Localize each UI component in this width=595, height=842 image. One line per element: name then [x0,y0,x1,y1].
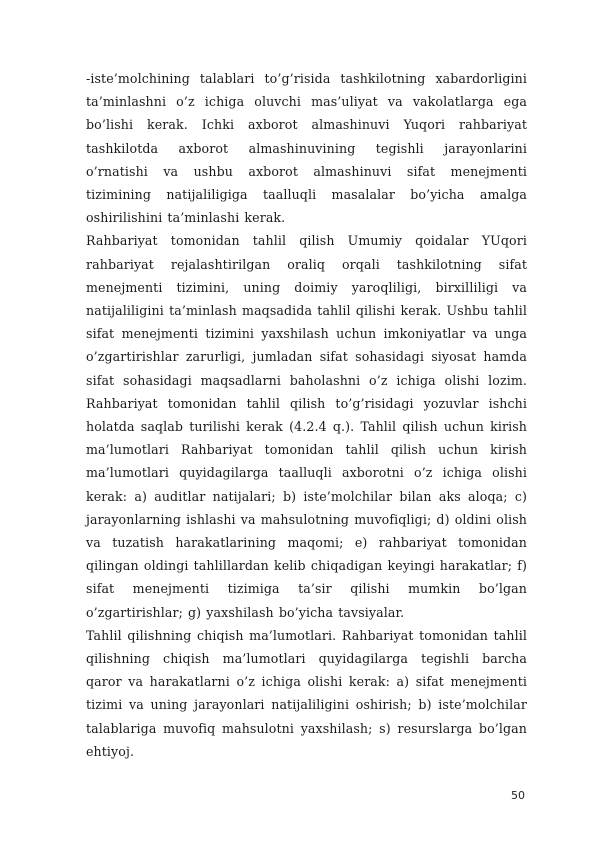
document-page [86,67,527,763]
paragraph-management-review: Rahbariyat tomonidan tahlil qilish Umumiy qoidalar YUqori rahbariyat rejalashtirilgan oraliq orqali tashkilotning sifat menejmenti tizimini, uning doimiy yaroqliligi, birxilliligi va natijaliligini ta’minlash maqsadida tahlil qilishi kerak. Ushbu tahlil sifat menejmenti tizimini yaxshilash uchun imkoniyatlar va unga o’zgartirishlar zarurligi, jumladan sifat sohasidagi siyosat hamda sifat sohasidagi maqsadlarni baholashni o’z ichiga olishi lozim. Rahbariyat tomonidan tahlil qilish to’g’risidagi yozuvlar ishchi holatda saqlab turilishi kerak (4.2.4 q.). Tahlil qilish uchun kirish ma’lumotlari Rahbariyat tomonidan tahlil qilish uchun kirish ma’lumotlari quyidagilarga taalluqli axborotni o’z ichiga olishi kerak: a) auditlar natijalari; b) iste’molchilar bilan aks aloqa; c) jarayonlarning ishlashi va mahsulotning muvofiqligi; d) oldini olish va tuzatish harakatlarining maqomi; e) rahbariyat tomonidan qilingan oldingi tahlillardan kelib chiqadigan keyingi harakatlar; f) sifat menejmenti tizimiga ta’sir qilishi mumkin bo’lgan o’zgartirishlar; g) yaxshilash bo’yicha tavsiyalar. [86,233,527,620]
page-number: 50 [511,789,525,802]
paragraph-communication: -iste’molchining talablari to’g’risida tashkilotning xabardorligini ta’minlashni o’z ichiga oluvchi mas’uliyat va vakolatlarga ega bo’lishi kerak. Ichki axborot almashinuvi Yuqori rahbariyat tashkilotda axborot almashinuvining tegishli jarayonlarini o’rnatishi va ushbu axborot almashinuvi sifat menejmenti tizimining natijaliligiga taalluqli masalalar bo’yicha amalga oshirilishini ta’minlashi kerak. [86,71,527,226]
paragraph-review-outputs: Tahlil qilishning chiqish ma’lumotlari. Rahbariyat tomonidan tahlil qilishning chiqish ma’lumotlari quyidagilarga tegishli barcha qaror va harakatlarni o’z ichiga olishi kerak: a) sifat menejmenti tizimi va uning jarayonlari natijaliligini oshirish; b) iste’molchilar talablariga muvofiq mahsulotni yaxshilash; s) resurslarga bo’lgan ehtiyoj. [86,627,527,759]
